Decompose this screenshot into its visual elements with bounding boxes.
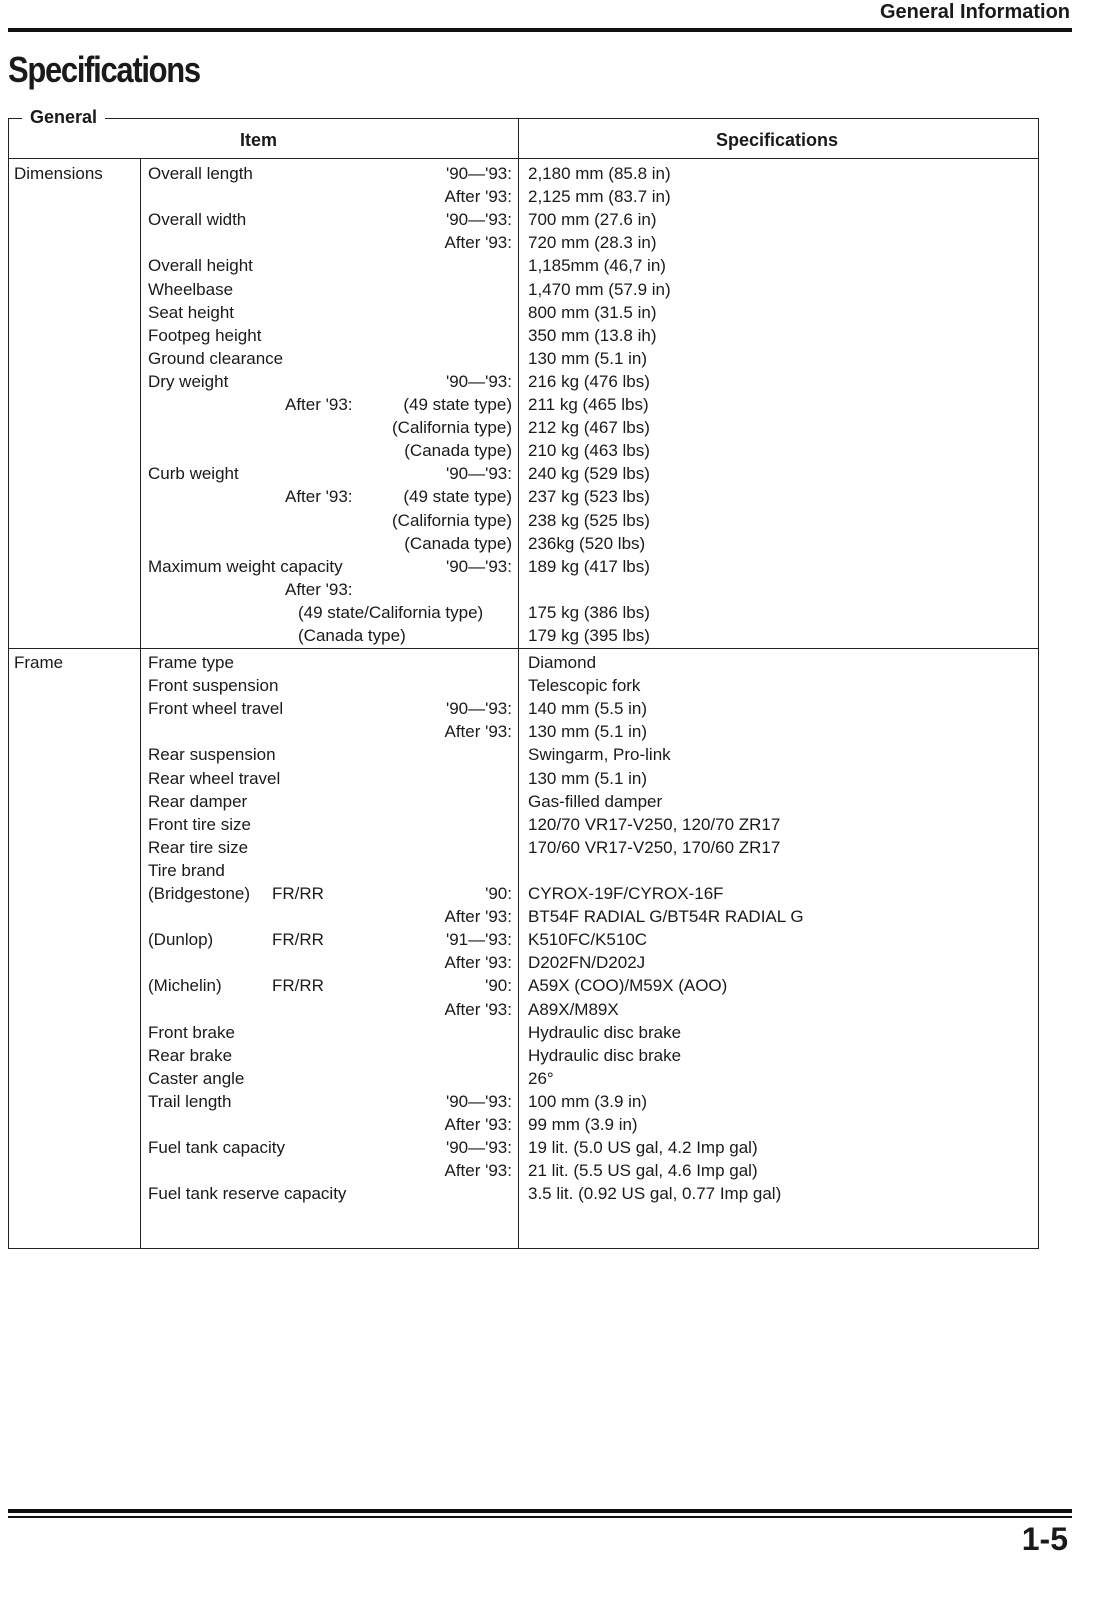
item-qualifier: After '93: [444,187,512,207]
spec-value: A59X (COO)/M59X (AOO) [528,976,728,996]
spec-value: 189 kg (417 lbs) [528,556,650,576]
spec-value: CYROX-19F/CYROX-16F [528,884,724,903]
spec-value: 3.5 lit. (0.92 US gal, 0.77 Imp gal) [528,1184,782,1204]
page-number: 1-5 [1021,1521,1068,1557]
item-qualifier: After '93: [444,953,512,973]
spec-value: 175 kg (386 lbs) [528,602,650,622]
spec-value: 130 mm (5.1 in) [528,348,648,368]
page-header-title: General Information [879,1,1070,23]
spec-value: 2,125 mm (83.7 in) [528,187,671,207]
item-qualifier: '90—'93: [445,699,512,719]
section-label: General [22,107,105,129]
spec-value: Hydraulic disc brake [528,1045,682,1065]
item-sublabel: (49 state/California type) [298,602,484,622]
header-rule [8,28,1072,32]
item-label: Rear brake [148,1045,233,1065]
item-qualifier: After '93: [444,1161,512,1181]
item-qualifier: After '93: [444,233,512,253]
spec-value: 216 kg (476 lbs) [528,371,650,391]
item-label: Wheelbase [148,279,234,299]
spec-value: 211 kg (465 lbs) [528,395,649,414]
spec-value: Telescopic fork [528,676,641,696]
item-label: Maximum weight capacity [148,556,343,576]
spec-value: D202FN/D202J [528,953,646,973]
item-qualifier: After '93: [444,907,512,927]
spec-value: 350 mm (13.8 ih) [528,325,657,345]
item-qualifier: '90—'93: [445,210,512,230]
item-label: Overall length [148,164,253,183]
item-qualifier: '90—'93: [445,556,512,576]
item-qualifier: (Canada type) [404,441,512,461]
spec-value: 99 mm (3.9 in) [528,1115,638,1134]
spec-value: 2,180 mm (85.8 in) [528,164,671,183]
spec-column-header: Specifications [716,130,839,150]
item-qualifier: (49 state type) [403,487,512,507]
spec-value: 212 kg (467 lbs) [528,418,650,438]
footer-rule-thin [8,1516,1072,1518]
item-qualifier: '90—'93: [445,164,512,183]
item-sublabel: After '93: [285,395,353,414]
item-label: Fuel tank capacity [148,1138,286,1158]
item-qualifier: '90—'93: [445,1138,512,1158]
item-label: Dry weight [148,371,229,391]
item-label: Seat height [148,302,235,322]
spec-value: 19 lit. (5.0 US gal, 4.2 Imp gal) [528,1138,758,1158]
spec-value: 240 kg (529 lbs) [528,464,650,484]
spec-value: 236kg (520 lbs) [528,533,646,553]
header-divider [8,158,1039,159]
item-label: (Bridgestone) [148,884,251,903]
spec-value: 238 kg (525 lbs) [528,510,650,530]
item-label: Rear suspension [148,745,276,765]
item-sublabel: After '93: [285,487,353,507]
spec-value: 237 kg (523 lbs) [528,487,650,507]
item-label: Frame type [148,653,234,672]
item-qualifier: (California type) [392,418,512,438]
item-label: Rear tire size [148,837,249,857]
item-column-header: Item [240,130,278,150]
item-label: Tire brand [148,860,225,880]
item-qualifier: '90: [485,976,512,996]
item-sublabel: (Canada type) [298,626,406,645]
group-name: Dimensions [14,164,103,183]
item-label: Fuel tank reserve capacity [148,1184,347,1204]
item-qualifier: (California type) [392,510,512,530]
item-qualifier: After '93: [444,999,512,1019]
spec-value: 700 mm (27.6 in) [528,210,657,230]
item-qualifier: (Canada type) [404,533,512,553]
spec-value: 120/70 VR17-V250, 120/70 ZR17 [528,814,781,834]
spec-value: 1,470 mm (57.9 in) [528,279,671,299]
spec-value: 26° [528,1068,554,1088]
item-label: Rear damper [148,791,248,811]
spec-value: A89X/M89X [528,999,619,1019]
spec-value: 130 mm (5.1 in) [528,768,648,788]
spec-value: 179 kg (395 lbs) [528,626,650,645]
spec-value: 1,185mm (46,7 in) [528,256,666,276]
item-label: Front wheel travel [148,699,284,719]
item-qualifier: '90—'93: [445,371,512,391]
item-sublabel: FR/RR [272,884,324,903]
item-qualifier: (49 state type) [403,395,512,414]
item-label: (Dunlop) [148,930,214,950]
spec-value: 140 mm (5.5 in) [528,699,648,719]
group-divider [8,648,1039,649]
item-sublabel: FR/RR [272,976,324,996]
item-label: Footpeg height [148,325,262,345]
item-label: Caster angle [148,1068,245,1088]
spec-value: Gas-filled damper [528,791,663,811]
spec-value: 720 mm (28.3 in) [528,233,657,253]
item-label: Rear wheel travel [148,768,281,788]
item-label: Curb weight [148,464,239,484]
spec-value: BT54F RADIAL G/BT54R RADIAL G [528,907,804,927]
item-label: Ground clearance [148,348,284,368]
item-label: Overall width [148,210,247,230]
item-qualifier: '91—'93: [445,930,512,950]
footer-rule [8,1509,1072,1513]
item-label: Trail length [148,1091,232,1111]
spec-value: K510FC/K510C [528,930,648,950]
spec-value: Swingarm, Pro-link [528,745,671,765]
spec-value: 170/60 VR17-V250, 170/60 ZR17 [528,837,781,857]
item-label: Front tire size [148,814,251,834]
spec-value: 21 lit. (5.5 US gal, 4.6 Imp gal) [528,1161,758,1181]
item-label: Front suspension [148,676,279,696]
spec-value: 130 mm (5.1 in) [528,722,648,742]
spec-value: 210 kg (463 lbs) [528,441,650,461]
item-sublabel: After '93: [285,579,353,599]
spec-value: Hydraulic disc brake [528,1022,682,1042]
item-qualifier: '90—'93: [445,464,512,484]
group-name: Frame [14,653,64,672]
item-label: Front brake [148,1022,235,1042]
spec-value: Diamond [528,653,597,672]
spec-value: 100 mm (3.9 in) [528,1091,648,1111]
spec-value: 800 mm (31.5 in) [528,302,657,322]
item-qualifier: '90: [485,884,512,903]
item-qualifier: '90—'93: [445,1091,512,1111]
page-title: Specifications [8,49,200,90]
item-sublabel: FR/RR [272,930,324,950]
item-qualifier: After '93: [444,722,512,742]
group-column-divider [140,158,141,1249]
item-qualifier: After '93: [444,1115,512,1134]
item-label: (Michelin) [148,976,222,996]
item-label: Overall height [148,256,253,276]
spec-column-divider [518,118,519,1249]
